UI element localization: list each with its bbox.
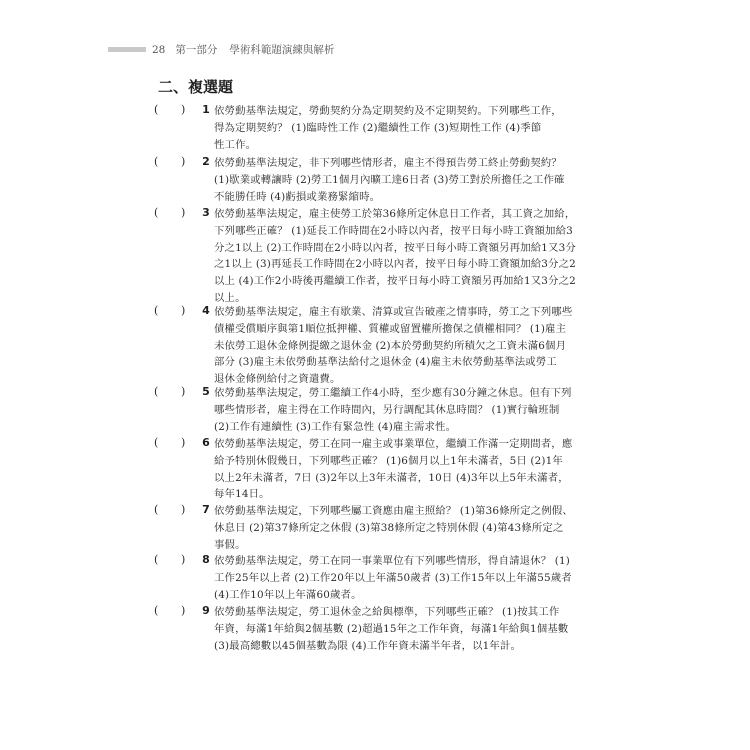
question-line: 以上。: [214, 291, 246, 304]
question-line: 不能勝任時 (4)虧損或業務緊縮時。: [214, 190, 381, 203]
answer-paren-open[interactable]: (: [154, 304, 159, 317]
question-line: 分之1以上 (2)工作時間在2小時以內者，按平日每小時工資額另再加給1又3分: [214, 241, 576, 254]
question-line: 依勞動基準法規定，勞工退休金之給與標準，下列哪些正確？ (1)按其工作: [214, 606, 560, 618]
answer-paren-open[interactable]: (: [154, 503, 159, 516]
question-line: 性工作。: [214, 138, 257, 151]
question-number: 3: [202, 206, 210, 219]
question-line: 給予特別休假幾日，下列哪些正確？ (1)6個月以上1年未滿者，5日 (2)1年: [214, 454, 563, 467]
answer-paren-close: ): [181, 553, 186, 566]
question-line: (4)工作10年以上年滿60歲者。: [214, 588, 362, 601]
question-number: 4: [202, 304, 210, 317]
question-line: 以上 (4)工作2小時後再繼續工作者，按平日每小時工資額另再加給1又3分之2: [214, 275, 576, 288]
answer-paren-open[interactable]: (: [154, 155, 159, 168]
question-line: 依勞動基準法規定，勞工繼續工作4小時，至少應有30分鐘之休息。但有下列: [214, 387, 572, 399]
question-line: (1)歇業或轉讓時 (2)勞工1個月內曠工達6日者 (3)勞工對於所擔任之工作確: [214, 173, 565, 186]
answer-paren-close: ): [181, 155, 186, 168]
question-line: 年資，每滿1年給與2個基數 (2)超過15年之工作年資，每滿1年給與1個基數: [214, 622, 569, 635]
header-part: 第一部分: [175, 44, 218, 56]
page-number: 28: [152, 43, 166, 56]
answer-paren-open[interactable]: (: [154, 103, 159, 116]
question-text: [214, 604, 576, 654]
question-line: 依勞動基準法規定，勞工在同一雇主或事業單位，繼續工作滿一定期間者，應: [214, 438, 573, 450]
question-number: 5: [202, 385, 210, 398]
question-line: 依勞動基準法規定，非下列哪些情形者，雇主不得預告勞工終止勞動契約？: [214, 157, 562, 169]
question-text: [214, 553, 576, 603]
running-header: [108, 42, 334, 57]
question-number: 9: [202, 604, 210, 617]
question-line: 依勞動基準法規定，雇主使勞工於第36條所定休息日工作者，其工資之加給，: [214, 208, 576, 220]
question-line: 休息日 (2)第37條所定之休假 (3)第38條所定之特別休假 (4)第43條所定之: [214, 521, 564, 534]
section-title: 二、複選題: [158, 78, 234, 96]
answer-paren-close: ): [181, 103, 186, 116]
question-number: 2: [202, 155, 210, 168]
question-line: 依勞動基準法規定，勞工在同一事業單位有下列哪些情形，得自請退休？ (1): [214, 555, 570, 567]
answer-paren-close: ): [181, 385, 186, 398]
answer-paren-close: ): [181, 604, 186, 617]
answer-paren-close: ): [181, 304, 186, 317]
question-number: 6: [202, 436, 210, 449]
answer-paren-open[interactable]: (: [154, 385, 159, 398]
question-text: [214, 503, 576, 553]
question-line: 之1以上 (3)再延長工作時間在2小時以內者，按平日每小時工資額加給3分之2: [214, 258, 576, 271]
question-line: 事假。: [214, 538, 246, 551]
question-line: 哪些情形者，雇主得在工作時間內，另行調配其休息時間？ (1)實行輪班制: [214, 403, 560, 416]
question-line: 得為定期契約？ (1)臨時性工作 (2)繼續性工作 (3)短期性工作 (4)季節: [214, 121, 542, 134]
question-line: 依勞動基準法規定，勞動契約分為定期契約及不定期契約。下列哪些工作，: [214, 105, 562, 117]
question-line: 未依勞工退休金條例提繳之退休金 (2)本於勞動契約所積欠之工資未滿6個月: [214, 339, 567, 352]
answer-paren-open[interactable]: (: [154, 604, 159, 617]
answer-paren-open[interactable]: (: [154, 206, 159, 219]
question-line: 下列哪些正確？ (1)延長工作時間在2小時以內者，按平日每小時工資額加給3: [214, 224, 573, 237]
answer-paren-close: ): [181, 206, 186, 219]
question-line: (2)工作有連續性 (3)工作有緊急性 (4)雇主需求性。: [214, 420, 457, 433]
question-line: 以上2年未滿者，7日 (3)2年以上3年未滿者，10日 (4)3年以上5年未滿者，: [214, 471, 569, 484]
question-line: 每年14日。: [214, 488, 270, 501]
question-line: 工作25年以上者 (2)工作20年以上年滿50歲者 (3)工作15年以上年滿55歲者: [214, 571, 572, 584]
question-text: [214, 436, 576, 503]
question-line: 部分 (3)雇主未依勞動基準法給付之退休金 (4)雇主未依勞動基準法或勞工: [214, 356, 557, 369]
question-line: 依勞動基準法規定，雇主有歇業、清算或宣告破產之情事時，勞工之下列哪些: [214, 306, 573, 318]
question-line: (3)最高總數以45個基數為限 (4)工作年資未滿半年者，以1年計。: [214, 639, 522, 652]
question-number: 8: [202, 553, 210, 566]
header-title: 學術科範題演練與解析: [229, 44, 335, 56]
answer-paren-open[interactable]: (: [154, 553, 159, 566]
header-decor-bar: [108, 47, 146, 52]
question-text: [214, 206, 576, 307]
question-text: [214, 304, 576, 388]
question-number: 1: [202, 103, 210, 116]
question-line: 債權受償順序與第1順位抵押權、質權或留置權所擔保之債權相同？ (1)雇主: [214, 322, 567, 335]
question-text: [214, 103, 576, 153]
question-text: [214, 385, 576, 435]
question-line: 依勞動基準法規定，下列哪些屬工資應由雇主照給？ (1)第36條所定之例假、: [214, 505, 573, 517]
answer-paren-close: ): [181, 436, 186, 449]
question-number: 7: [202, 503, 210, 516]
question-line: 退休金條例給付之資遣費。: [214, 373, 341, 386]
question-text: [214, 155, 576, 205]
answer-paren-open[interactable]: (: [154, 436, 159, 449]
answer-paren-close: ): [181, 503, 186, 516]
